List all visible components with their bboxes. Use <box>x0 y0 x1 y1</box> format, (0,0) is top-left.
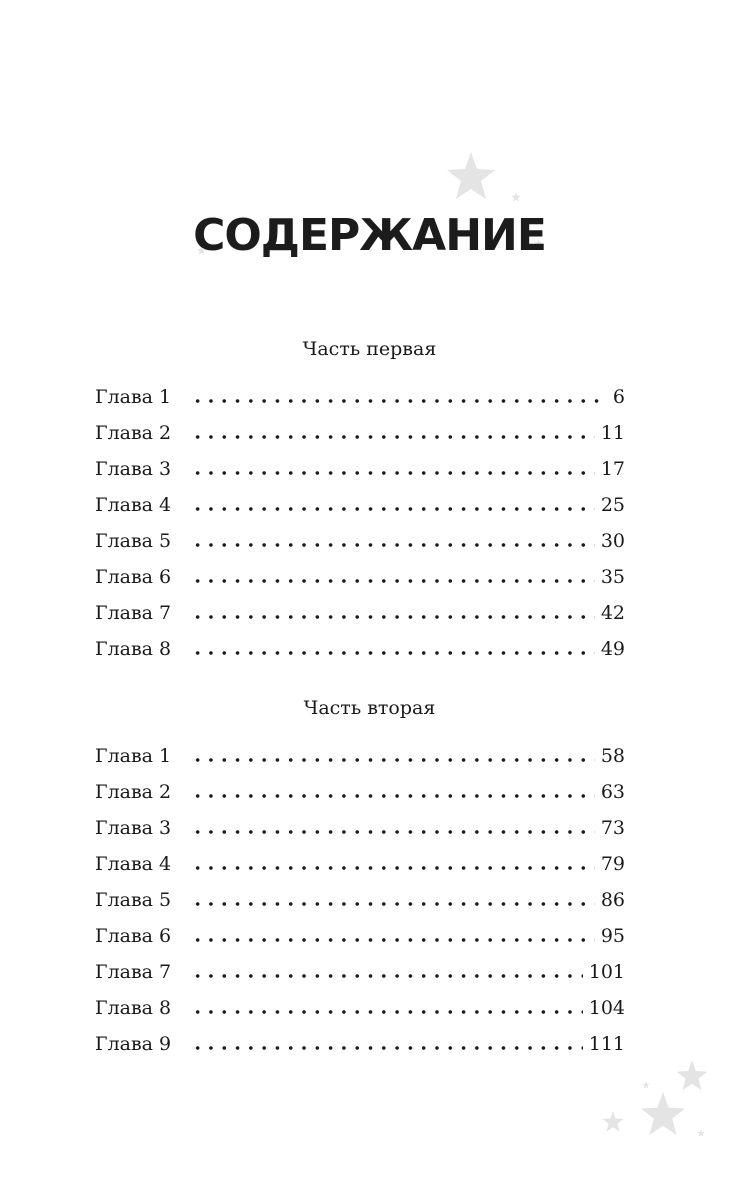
page-number: 104 <box>588 996 625 1019</box>
star-icon <box>511 192 521 202</box>
page-number: 111 <box>588 1032 625 1055</box>
dot-leader <box>191 902 595 906</box>
page-title: СОДЕРЖАНИЕ <box>193 210 546 261</box>
chapter-label: Глава 1 <box>95 385 172 408</box>
chapter-label: Глава 7 <box>95 601 172 624</box>
page-number: 95 <box>600 924 625 947</box>
star-icon <box>642 1081 650 1089</box>
chapter-label: Глава 5 <box>95 529 172 552</box>
toc-entry[interactable] <box>95 595 625 631</box>
dot-leader <box>191 758 595 762</box>
chapter-label: Глава 6 <box>95 565 172 588</box>
dot-leader <box>191 830 595 834</box>
chapter-label: Глава 4 <box>95 493 172 516</box>
toc-list-part-2 <box>95 738 625 1062</box>
toc-entry[interactable] <box>95 954 625 990</box>
dot-leader <box>191 399 601 403</box>
chapter-label: Глава 6 <box>95 924 172 947</box>
star-icon <box>446 152 496 200</box>
chapter-label: Глава 2 <box>95 780 172 803</box>
toc-entry[interactable] <box>95 738 625 774</box>
star-icon <box>697 1129 705 1137</box>
page-number: 6 <box>612 385 625 408</box>
chapter-label: Глава 1 <box>95 744 172 767</box>
page-number: 49 <box>600 637 625 660</box>
toc-entry[interactable] <box>95 379 625 415</box>
chapter-label: Глава 4 <box>95 852 172 875</box>
dot-leader <box>191 507 595 511</box>
chapter-label: Глава 3 <box>95 457 172 480</box>
chapter-label: Глава 5 <box>95 888 172 911</box>
page-number: 25 <box>600 493 625 516</box>
chapter-label: Глава 7 <box>95 960 172 983</box>
toc-entry[interactable] <box>95 1026 625 1062</box>
part-heading: Часть первая <box>302 338 437 360</box>
chapter-label: Глава 2 <box>95 421 172 444</box>
chapter-label: Глава 9 <box>95 1032 172 1055</box>
toc-entry[interactable] <box>95 559 625 595</box>
toc-entry[interactable] <box>95 882 625 918</box>
star-icon <box>602 1111 624 1132</box>
chapter-label: Глава 8 <box>95 996 172 1019</box>
toc-entry[interactable] <box>95 810 625 846</box>
dot-leader <box>191 471 595 475</box>
star-icon <box>676 1060 708 1091</box>
page-number: 86 <box>600 888 625 911</box>
page-number: 79 <box>600 852 625 875</box>
toc-entry[interactable] <box>95 487 625 523</box>
dot-leader <box>191 543 595 547</box>
page-number: 35 <box>600 565 625 588</box>
page-number: 11 <box>600 421 625 444</box>
dot-leader <box>191 1010 583 1014</box>
dot-leader <box>191 1046 583 1050</box>
chapter-label: Глава 3 <box>95 816 172 839</box>
page-number: 58 <box>600 744 625 767</box>
dot-leader <box>191 974 583 978</box>
dot-leader <box>191 866 595 870</box>
page-number: 73 <box>600 816 625 839</box>
toc-entry[interactable] <box>95 631 625 667</box>
dot-leader <box>191 615 595 619</box>
page-number: 30 <box>600 529 625 552</box>
dot-leader <box>191 435 595 439</box>
part-heading: Часть вторая <box>303 697 436 719</box>
dot-leader <box>191 651 595 655</box>
page-number: 17 <box>600 457 625 480</box>
dot-leader <box>191 579 595 583</box>
toc-entry[interactable] <box>95 918 625 954</box>
toc-entry[interactable] <box>95 846 625 882</box>
toc-entry[interactable] <box>95 990 625 1026</box>
page-number: 42 <box>600 601 625 624</box>
toc-entry[interactable] <box>95 415 625 451</box>
page-number: 63 <box>600 780 625 803</box>
toc-entry[interactable] <box>95 774 625 810</box>
page-number: 101 <box>588 960 625 983</box>
chapter-label: Глава 8 <box>95 637 172 660</box>
toc-entry[interactable] <box>95 523 625 559</box>
toc-entry[interactable] <box>95 451 625 487</box>
toc-list-part-1 <box>95 379 625 667</box>
star-icon <box>640 1092 686 1136</box>
dot-leader <box>191 938 595 942</box>
dot-leader <box>191 794 595 798</box>
